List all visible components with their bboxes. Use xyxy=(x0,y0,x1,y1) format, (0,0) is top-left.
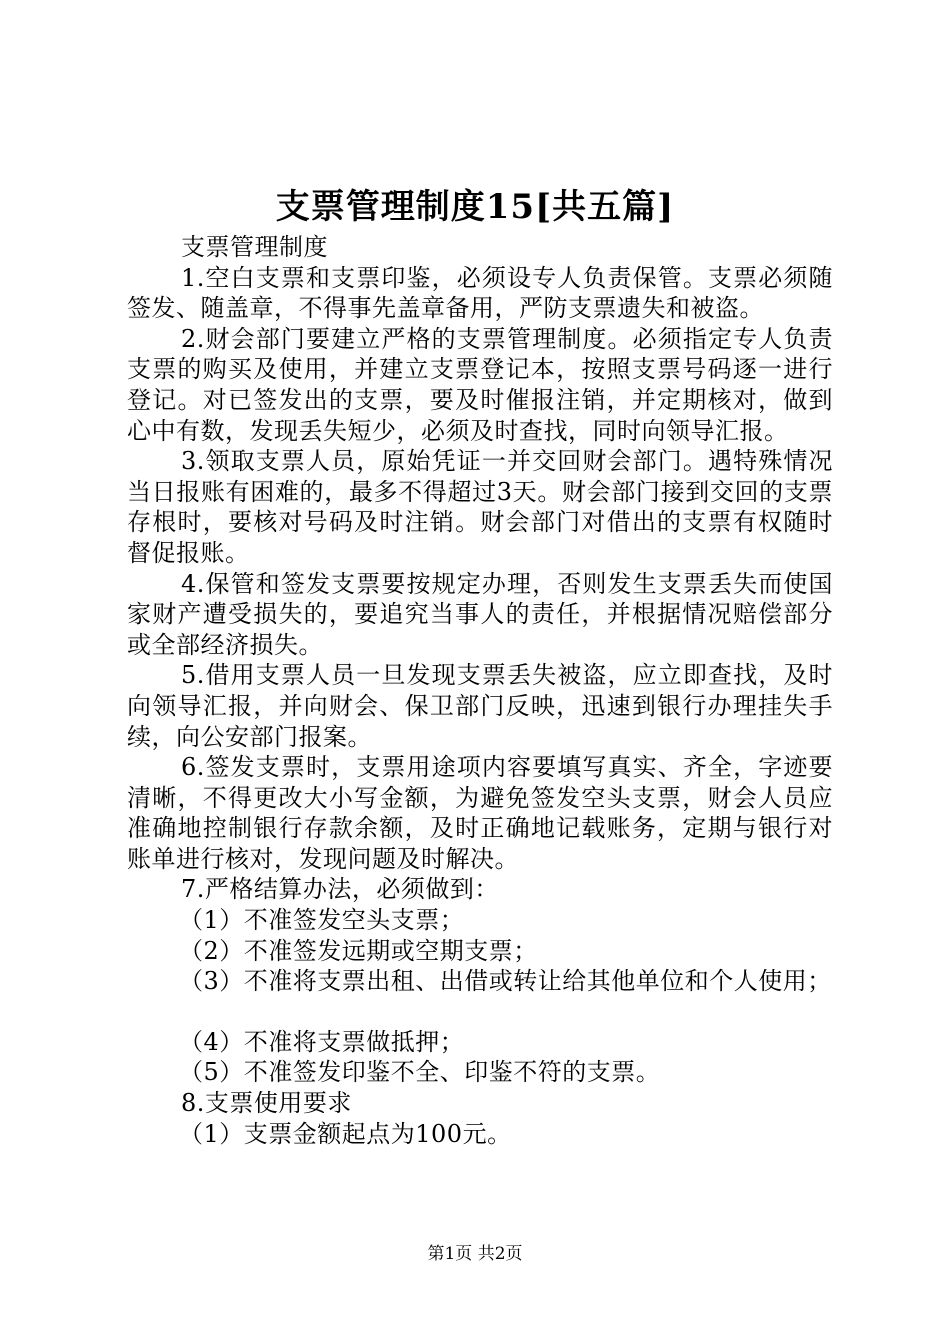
section7-heading: 7.严格结算办法，必须做到： xyxy=(181,875,499,904)
section8-item-1: （1）支票金额起点为100元。 xyxy=(179,1119,512,1148)
paragraph-2: 2.财会部门要建立严格的支票管理制度。必须指定专人负责支票的购买及使用，并建立支票登记本，按照支票号码逐一进行登记。对已签发出的支票，要及时催报注销，并定期核对，做到心中有数，发现丢失短少，必须及时查找，同时向领导汇报。 xyxy=(127,324,833,445)
document-title: 支票管理制度15[共五篇] xyxy=(275,187,675,227)
subtitle: 支票管理制度 xyxy=(181,233,328,261)
section8-heading: 8.支票使用要求 xyxy=(181,1089,352,1118)
section7-item-1: （1）不准签发空头支票； xyxy=(179,906,465,935)
section7-item-5: （5）不准签发印鉴不全、印鉴不符的支票。 xyxy=(179,1058,661,1087)
paragraph-5: 5.借用支票人员一旦发现支票丢失被盗，应立即查找，及时向领导汇报，并向财会、保卫部门反映，迅速到银行办理挂失手续，向公安部门报案。 xyxy=(127,661,833,751)
page-footer: 第1页 共2页 xyxy=(427,1244,523,1264)
paragraph-1: 1.空白支票和支票印鉴，必须设专人负责保管。支票必须随签发、随盖章，不得事先盖章备用，严防支票遗失和被盗。 xyxy=(127,263,833,323)
section7-item-2: （2）不准签发远期或空期支票； xyxy=(179,936,538,965)
section7-item-4: （4）不准将支票做抵押； xyxy=(179,1027,465,1056)
document-body xyxy=(127,232,833,1149)
paragraph-6: 6.签发支票时，支票用途项内容要填写真实、齐全，字迹要清晰，不得更改大小写金额，为避免签发空头支票，财会人员应准确地控制银行存款余额，及时正确地记载账务，定期与银行对账单进行核对，发现问题及时解决。 xyxy=(127,753,833,873)
section7-item-3: （3）不准将支票出租、出借或转让给其他单位和个人使用； xyxy=(179,967,832,996)
paragraph-3: 3.领取支票人员，原始凭证一并交回财会部门。遇特殊情况当日报账有困难的，最多不得超过3天。财会部门接到交回的支票存根时，要核对号码及时注销。财会部门对借出的支票有权随时督促报账。 xyxy=(127,447,833,567)
paragraph-4: 4.保管和签发支票要按规定办理，否则发生支票丢失而使国家财产遭受损失的，要追究当事人的责任，并根据情况赔偿部分或全部经济损失。 xyxy=(127,569,833,659)
